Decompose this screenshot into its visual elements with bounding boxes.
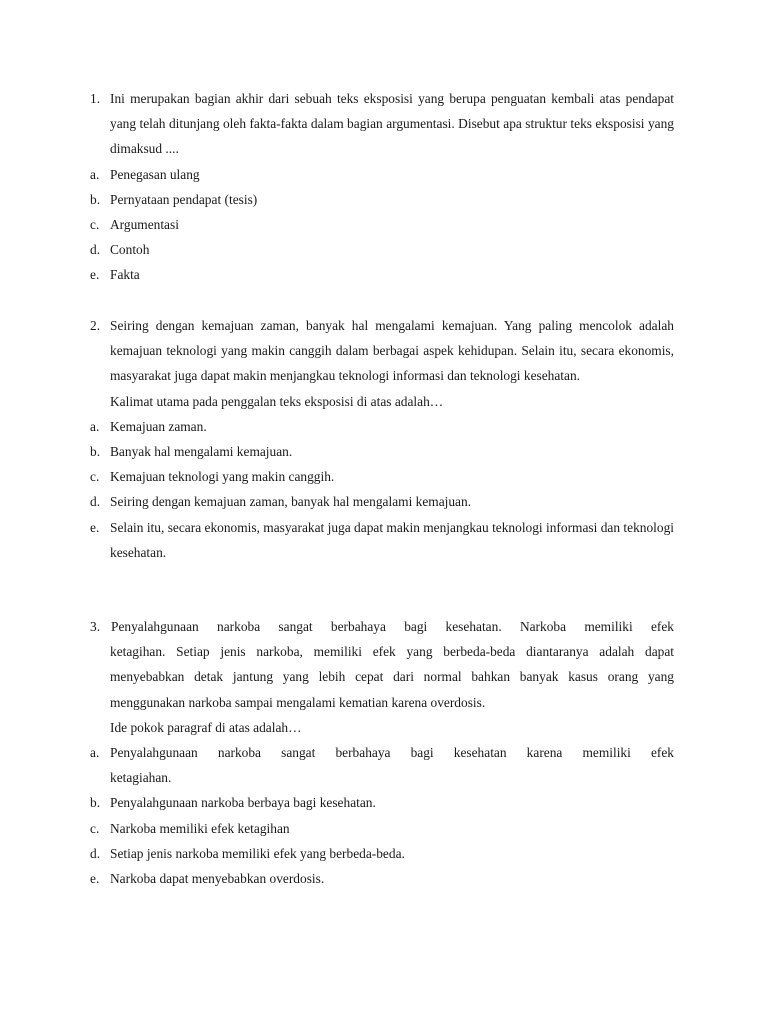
option-letter: b. bbox=[90, 191, 101, 207]
option-text: Fakta bbox=[110, 267, 140, 283]
option-b bbox=[90, 439, 674, 464]
option-text: Pernyataan pendapat (tesis) bbox=[110, 191, 258, 207]
option-text: Penyalahgunaan narkoba sangat berbahaya bagi kesehatan karena memiliki efek bbox=[110, 745, 674, 761]
option-text: Kemajuan teknologi yang makin canggih. bbox=[110, 469, 335, 485]
option-d bbox=[90, 841, 674, 866]
question-number: 3. bbox=[90, 619, 101, 634]
option-b bbox=[90, 187, 674, 212]
question-3 bbox=[90, 614, 674, 891]
option-letter: a. bbox=[90, 166, 100, 182]
option-d bbox=[90, 489, 674, 514]
option-letter: e. bbox=[90, 267, 100, 283]
option-text: Penegasan ulang bbox=[110, 166, 200, 182]
option-a bbox=[90, 414, 674, 439]
question-2-stem bbox=[90, 313, 674, 389]
option-e bbox=[90, 866, 674, 891]
question-3-stem-rest: ketagihan. Setiap jenis narkoba, memiliki efek yang berbeda-beda diantaranya adalah dapat menyebabkan detak jantung yang lebih cepat dari normal bahkan banyak kasus orang yang menggunakan narkoba sampai mengalami kematian karena overdosis. bbox=[110, 644, 674, 710]
option-letter: c. bbox=[90, 469, 100, 485]
question-3-prompt: Ide pokok paragraf di atas adalah… bbox=[110, 719, 302, 735]
question-text: Seiring dengan kemajuan zaman, banyak hal mengalami kemajuan. Yang paling mencolok adalah kemajuan teknologi yang makin canggih dalam berbagai aspek kehidupan. Selain itu, secara ekonomis, masyarakat juga dapat makin menjangkau teknologi informasi dan teknologi kesehatan. bbox=[110, 318, 674, 384]
option-letter: a. bbox=[90, 418, 100, 434]
option-text: Penyalahgunaan narkoba berbaya bagi kesehatan. bbox=[110, 795, 376, 811]
option-letter: e. bbox=[90, 519, 100, 535]
option-text: Narkoba dapat menyebabkan overdosis. bbox=[110, 871, 325, 887]
option-c bbox=[90, 816, 674, 841]
question-3-stem-first-line bbox=[90, 614, 674, 639]
option-text: Banyak hal mengalami kemajuan. bbox=[110, 444, 293, 460]
option-letter: d. bbox=[90, 494, 101, 510]
option-a bbox=[90, 740, 674, 765]
question-number: 1. bbox=[90, 91, 101, 106]
option-letter: c. bbox=[90, 820, 100, 836]
question-number: 2. bbox=[90, 318, 101, 333]
option-a-continuation: ketagiahan. bbox=[110, 770, 172, 786]
option-text: Setiap jenis narkoba memiliki efek yang berbeda-beda. bbox=[110, 845, 405, 861]
option-letter: d. bbox=[90, 242, 101, 258]
option-text: Argumentasi bbox=[110, 217, 179, 233]
option-letter: a. bbox=[90, 745, 100, 761]
option-e bbox=[90, 262, 674, 287]
option-d bbox=[90, 237, 674, 262]
option-text: Narkoba memiliki efek ketagihan bbox=[110, 820, 290, 836]
option-b bbox=[90, 790, 674, 815]
question-text: Penyalahgunaan narkoba sangat berbahaya bagi kesehatan. Narkoba memiliki efek bbox=[111, 619, 674, 634]
option-text: Contoh bbox=[110, 242, 150, 258]
option-letter: e. bbox=[90, 871, 100, 887]
option-letter: b. bbox=[90, 795, 101, 811]
option-text: Selain itu, secara ekonomis, masyarakat juga dapat makin menjangkau teknologi informasi dan teknologi kesehatan. bbox=[110, 519, 674, 560]
question-1-stem bbox=[90, 86, 674, 162]
question-text: Ini merupakan bagian akhir dari sebuah teks eksposisi yang berupa penguatan kembali atas pendapat yang telah ditunjang oleh fakta-fakta dalam bagian argumentasi. Disebut apa struktur teks eksposisi yang dimaksud .... bbox=[110, 91, 674, 157]
option-text: Kemajuan zaman. bbox=[110, 418, 207, 434]
option-text: Seiring dengan kemajuan zaman, banyak hal mengalami kemajuan. bbox=[110, 494, 472, 510]
option-letter: b. bbox=[90, 444, 101, 460]
question-2-prompt: Kalimat utama pada penggalan teks eksposisi di atas adalah… bbox=[110, 393, 444, 409]
option-a bbox=[90, 162, 674, 187]
option-c bbox=[90, 212, 674, 237]
option-e bbox=[90, 515, 674, 565]
option-letter: d. bbox=[90, 845, 101, 861]
option-letter: c. bbox=[90, 217, 100, 233]
option-c bbox=[90, 464, 674, 489]
question-1 bbox=[90, 86, 674, 288]
question-2 bbox=[90, 313, 674, 565]
